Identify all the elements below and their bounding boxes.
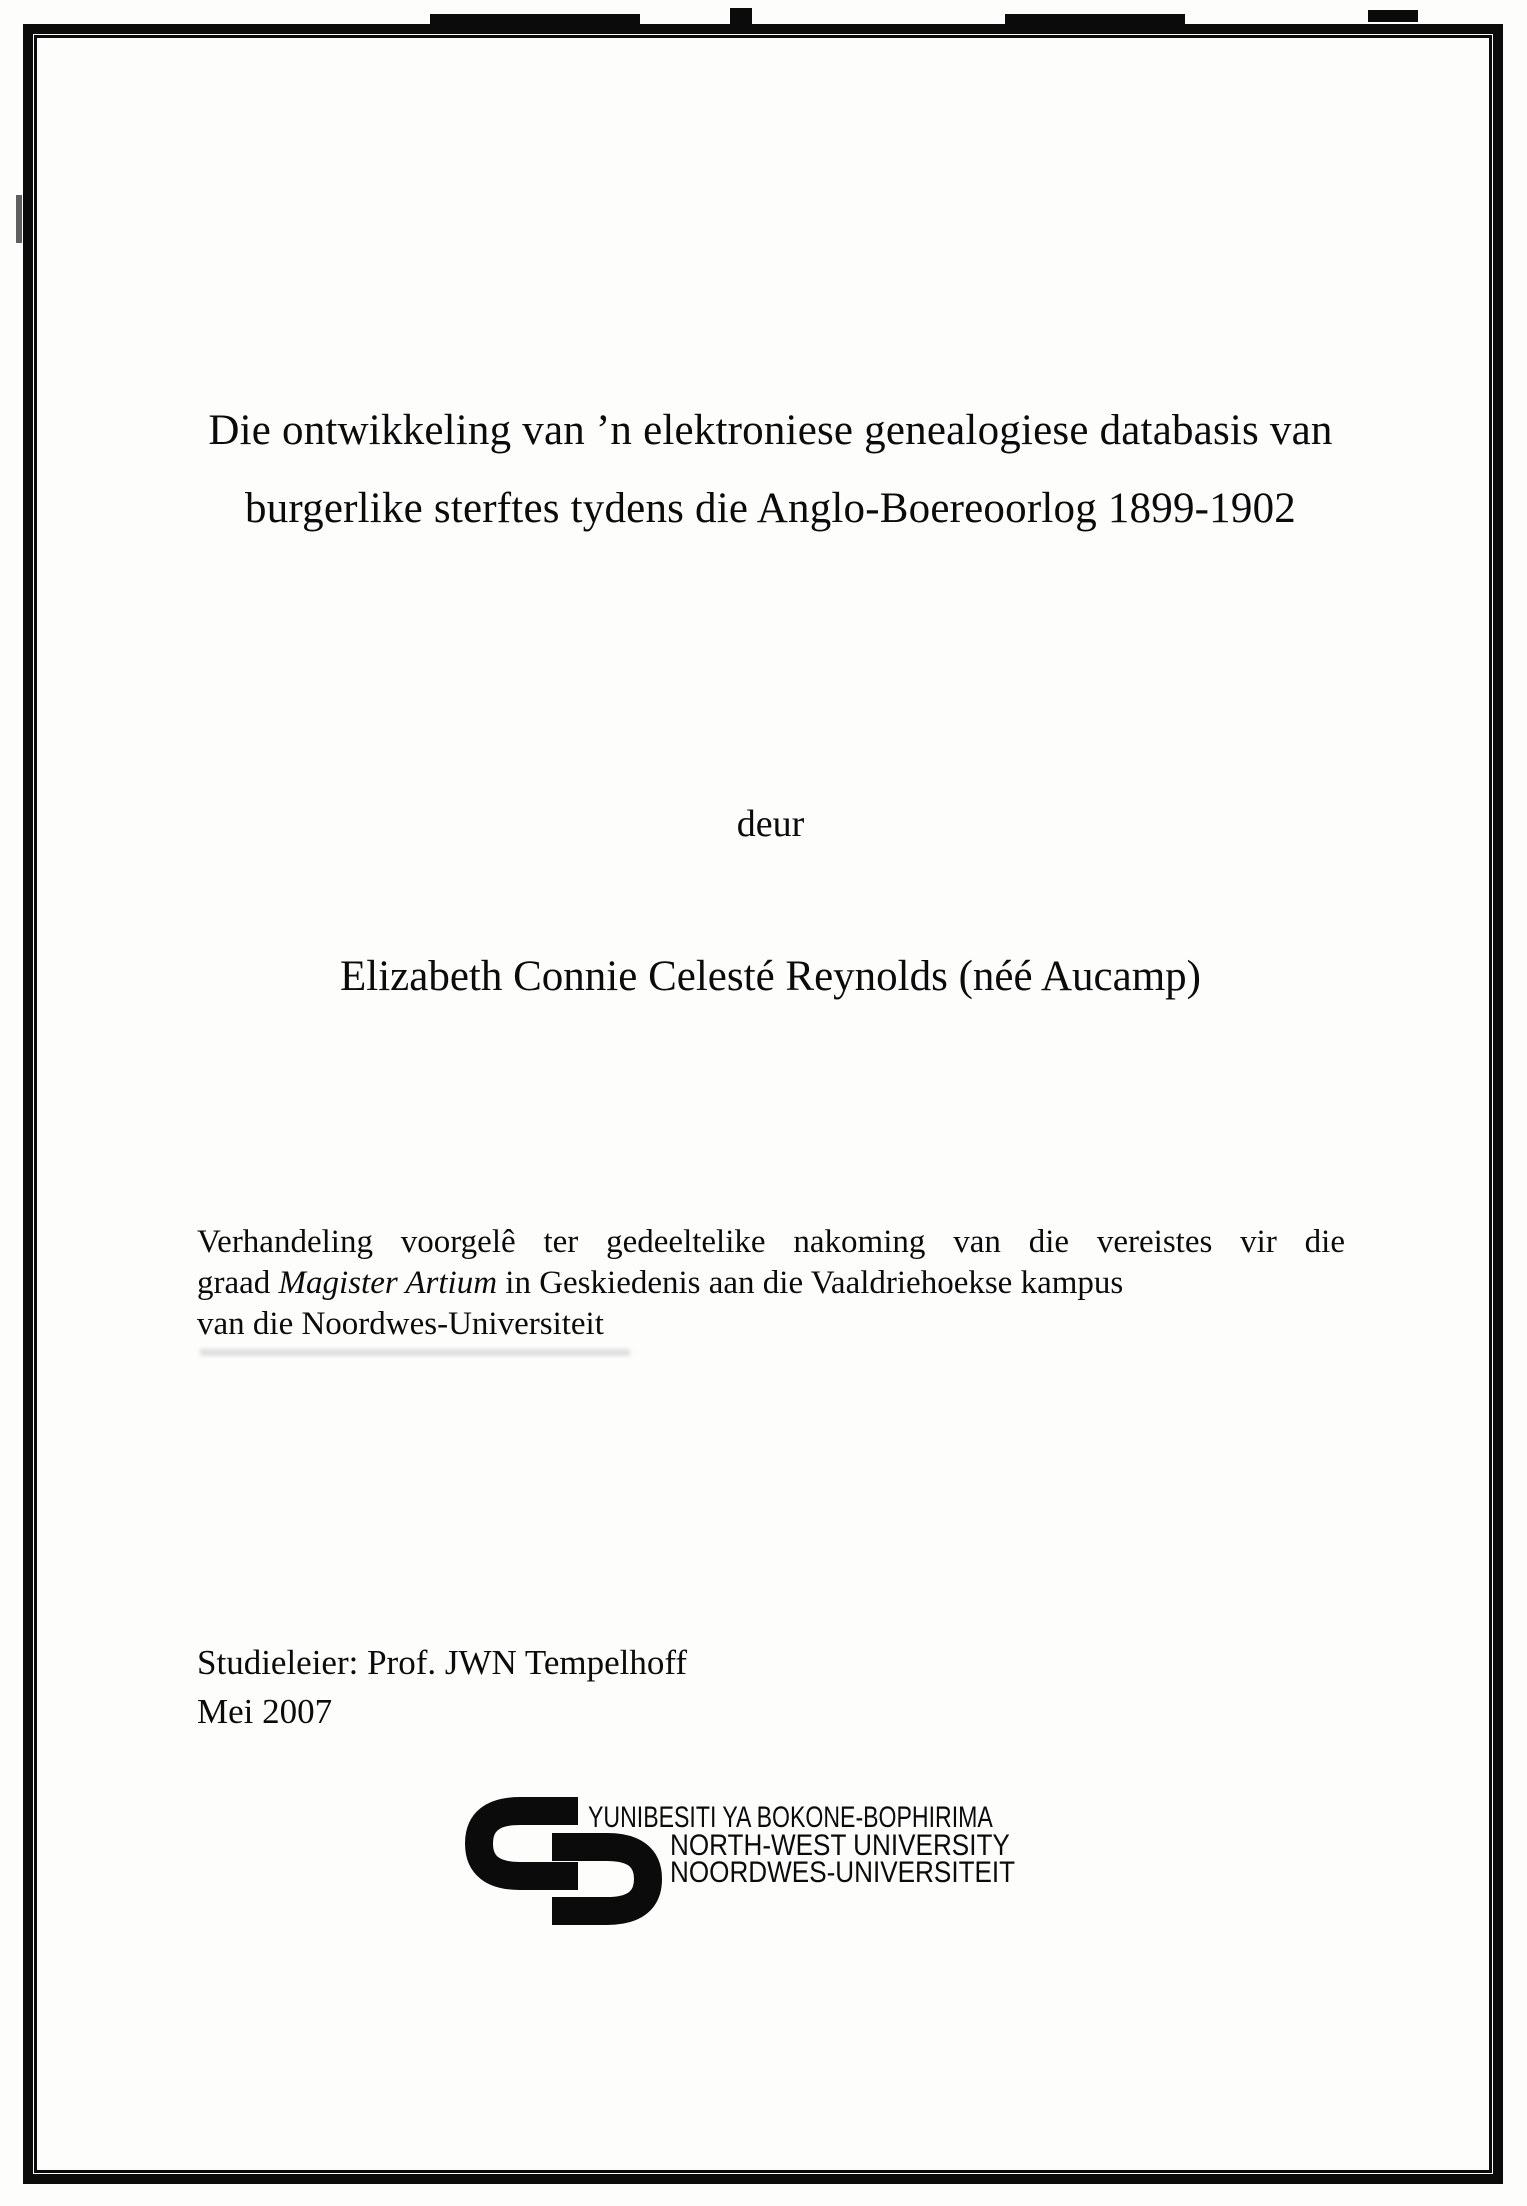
scan-artifact [16, 195, 22, 243]
scan-artifact [730, 8, 752, 26]
supervisor-line: Studieleier: Prof. JWN Tempelhoff [197, 1643, 688, 1682]
author-name: Elizabeth Connie Celesté Reynolds (néé Aucamp) [340, 953, 1201, 1000]
logo-text-english: NORTH-WEST UNIVERSITY [670, 1829, 1010, 1862]
byline: deur [736, 803, 805, 845]
date-line: Mei 2007 [197, 1692, 333, 1731]
logo-text-afrikaans: NOORDWES-UNIVERSITEIT [670, 1856, 1016, 1889]
north-west-university-logo [465, 1795, 1125, 1940]
scan-artifact [430, 14, 640, 26]
degree-statement [197, 1222, 1345, 1345]
degree-statement-line3: van die Noordwes-Universiteit [197, 1306, 604, 1342]
thesis-title [14, 392, 1527, 548]
scan-artifact [1005, 14, 1185, 25]
logo-text-setswana: YUNIBESITI YA BOKONE-BOPHIRIMA [588, 1801, 993, 1834]
degree-statement-line2-pre: graad [197, 1265, 279, 1301]
degree-name-italic: Magister Artium [278, 1265, 498, 1301]
scan-artifact [1368, 10, 1418, 22]
thesis-title-line2: burgerlike sterftes tydens die Anglo-Boereoorlog 1899-1902 [245, 485, 1296, 532]
degree-statement-line2-post: in Geskiedenis aan die Vaaldriehoekse kampus [497, 1265, 1124, 1301]
degree-statement-line2 [197, 1263, 1345, 1304]
degree-statement-line1: Verhandeling voorgelê ter gedeeltelike nakoming van die vereistes vir die [197, 1224, 1345, 1260]
thesis-title-line1: Die ontwikkeling van ’n elektroniese genealogiese databasis van [208, 407, 1333, 454]
supervisor-block [197, 1638, 687, 1736]
scan-ghosting [200, 1349, 630, 1356]
